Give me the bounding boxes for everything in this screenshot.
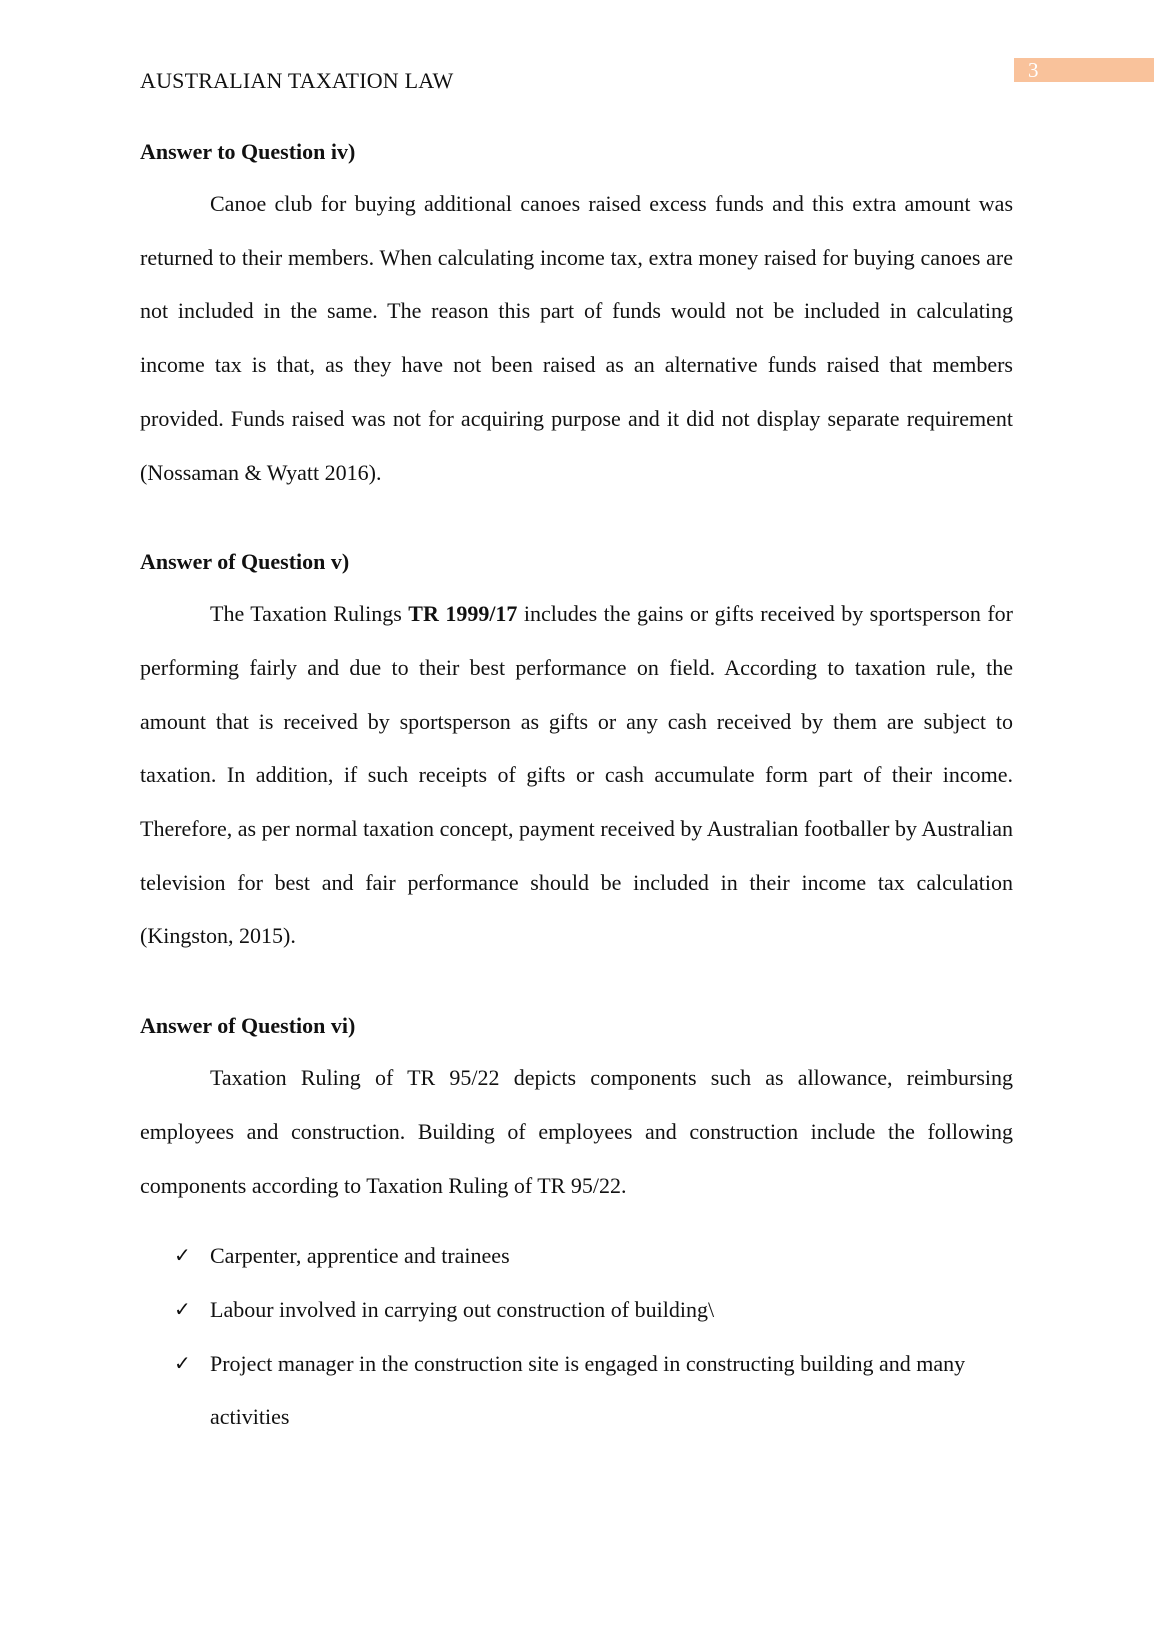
list-item: [140, 1229, 1013, 1283]
running-header: AUSTRALIAN TAXATION LAW: [140, 68, 454, 93]
list-item: [140, 1283, 1013, 1337]
section-heading-vi: Answer of Question vi): [140, 1013, 356, 1039]
component-checklist: [140, 1229, 1013, 1444]
ruling-reference: TR 1999/17: [408, 601, 518, 627]
section-spacer: [140, 963, 1013, 1011]
page-number: 3: [1014, 58, 1154, 82]
paragraph-v: [140, 587, 1013, 963]
list-item: [140, 1337, 1013, 1444]
paragraph-vi: Taxation Ruling of TR 95/22 depicts components such as allowance, reimbursing employees and construction. Building of employees and construction include the following components according to Taxation Ruling of TR 95/22.: [140, 1065, 1013, 1198]
paragraph-iv: Canoe club for buying additional canoes raised excess funds and this extra amount was returned to their members. When calculating income tax, extra money raised for buying canoes are not included in the same. The reason this part of funds would not be included in calculating income tax is that, as they have not been raised as an alternative funds raised that members provided. Funds raised was not for acquiring purpose and it did not display separate requirement (Nossaman & Wyatt 2016).: [140, 191, 1013, 485]
section-heading-iv: Answer to Question iv): [140, 139, 356, 164]
list-item-text: Project manager in the construction site is engaged in constructing building and many activities: [210, 1350, 966, 1430]
checkmark-icon: ✓: [174, 1350, 191, 1375]
paragraph-v-text-end: includes the gains or gifts received by sportsperson for performing fairly and due to their best performance on field. According to taxation rule, the amount that is received by sportsperson as gifts or any cash received by them are subject to taxation. In addition, if such receipts of gifts or cash accumulate form part of their income. Therefore, as per normal taxation concept, payment received by Australian footballer by Australian television for best and fair performance should be included in their income tax calculation (Kingston, 2015).: [140, 601, 1013, 949]
document-body: [140, 137, 1013, 1444]
checkmark-icon: ✓: [174, 1243, 191, 1268]
checkmark-icon: ✓: [174, 1296, 191, 1321]
section-spacer: [140, 499, 1013, 547]
paragraph-v-text-start: The Taxation Rulings: [210, 601, 409, 627]
list-item-text: Labour involved in carrying out construction of building\: [210, 1296, 715, 1322]
section-heading-v: Answer of Question v): [140, 549, 350, 575]
list-item-text: Carpenter, apprentice and trainees: [210, 1243, 510, 1269]
